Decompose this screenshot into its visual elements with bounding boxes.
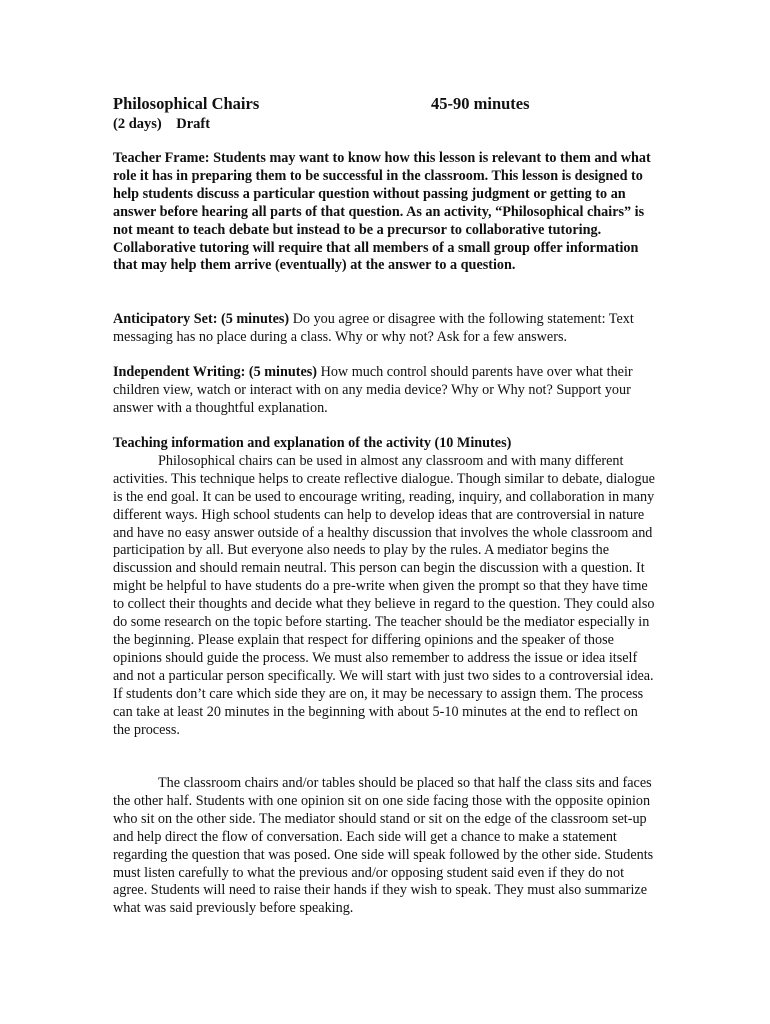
document-duration: 45-90 minutes [431, 94, 530, 113]
anticipatory-set-section [113, 311, 658, 347]
anticipatory-set-label: Anticipatory Set: (5 minutes) [113, 311, 290, 327]
title-row [113, 94, 673, 116]
teaching-info-heading: Teaching information and explanation of the activity (10 Minutes) [113, 435, 512, 451]
independent-writing-section [113, 364, 658, 418]
document-title: Philosophical Chairs [113, 94, 260, 113]
anticipatory-set-text: Do you agree or disagree with the following statement: Text messaging has no place during a class. Why or why not? Ask for a few answers. [113, 311, 634, 345]
teacher-frame-label: Teacher Frame: [113, 150, 210, 166]
teaching-info-section [113, 435, 658, 739]
teaching-info-paragraph: Philosophical chairs can be used in almost any classroom and with many different activities. This technique helps to create reflective dialogue. Though similar to debate, dialogue is the end goal. It can be used to encourage writing, reading, inquiry, and collaboration in many different ways. High school students can help to develop ideas that are controversial in nature and have no easy answer outside of a healthy discussion that involves the whole classroom and participation by all. But everyone also needs to play by the rules. A mediator begins the discussion and should remain neutral. This person can begin the discussion with a question. It might be helpful to have students do a pre-write when given the prompt so that they have time to collect their thoughts and decide what they believe in regard to the question. They could also do some research on the topic before starting. The teacher should be the mediator especially in the beginning. Please explain that respect for differing opinions and the speaker of those opinions should guide the process. We must also remember to address the issue or idea itself and not a particular person specifically. We will start with just two sides to a controversial idea. If students don’t care which side they are on, it may be necessary to assign them. The process can take at least 20 minutes in the beginning with about 5-10 minutes at the end to reflect on the process. [113, 452, 655, 738]
classroom-setup-paragraph: The classroom chairs and/or tables should be placed so that half the class sits and faces the other half. Students with one opinion sit on one side facing those with the opposite opinion who sit on the other side. The mediator should stand or sit on the edge of the classroom set-up and help direct the flow of conversation. Each side will get a chance to make a statement regarding the question that was posed. One side will speak followed by the other side. Students must listen carefully to what the previous and/or opposing student said even if they do not agree. Students will need to raise their hands if they wish to speak. They must also summarize what was said previously before speaking. [113, 775, 654, 917]
teacher-frame-section [113, 150, 658, 275]
teacher-frame-text: Students may want to know how this lesson is relevant to them and what role it has in preparing them to be successful in the classroom. This lesson is designed to help students discuss a particular question without passing judgment or getting to an answer before hearing all parts of that question. As an activity, “Philosophical chairs” is not meant to teach debate but instead to be a precursor to collaborative tutoring. Collaborative tutoring will require that all members of a small group offer information that may help them arrive (eventually) at the answer to a question. [113, 150, 651, 274]
document-subtitle: (2 days) Draft [113, 116, 211, 132]
independent-writing-label: Independent Writing: (5 minutes) [113, 364, 318, 380]
independent-writing-text: How much control should parents have over what their children view, watch or interact with on any media device? Why or Why not? Support your answer with a thoughtful explanation. [113, 364, 633, 416]
